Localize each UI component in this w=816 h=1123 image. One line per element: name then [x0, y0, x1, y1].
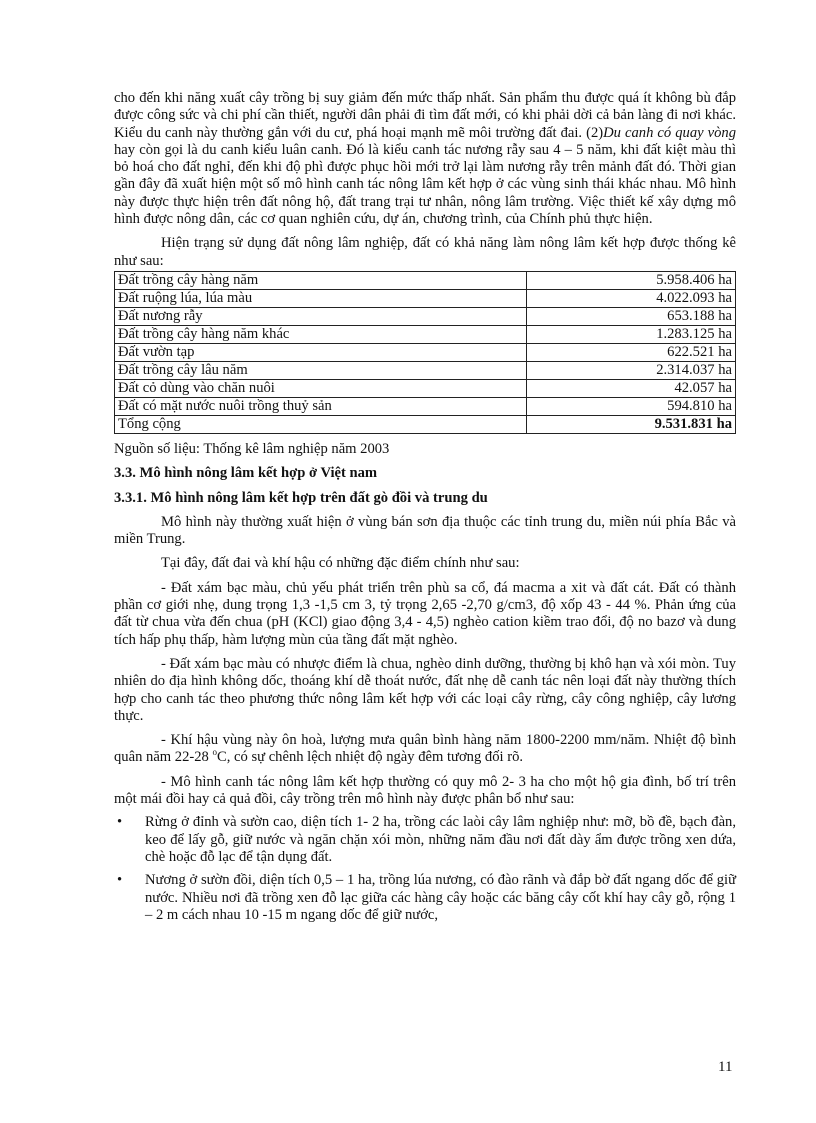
- list-item: [114, 814, 736, 866]
- list-item: [114, 872, 736, 924]
- row-value: 2.314.037 ha: [527, 361, 736, 379]
- italic-term: Du canh có quay vòng: [603, 124, 736, 141]
- row-label: Đất trồng cây hàng năm: [115, 271, 527, 289]
- row-value: 4.022.093 ha: [527, 289, 736, 307]
- row-value: 5.958.406 ha: [527, 271, 736, 289]
- row-label: Đất trồng cây hàng năm khác: [115, 325, 527, 343]
- paragraph-soil-weakness: - Đất xám bạc màu có nhược điểm là chua, nghèo dinh dưỡng, thường bị khô hạn và xói mòn. Tuy nhiên do địa hình không dốc, thoáng khí dễ thoát nước, đất nhẹ dễ canh tác nên loại đất này thường thích hợp cho canh tác theo phương thức nông lâm kết hợp với các loại cây rừng, cây công nghiệp, cây lương thực.: [114, 655, 736, 724]
- page-number: 11: [718, 1059, 733, 1075]
- total-value: 9.531.831 ha: [527, 415, 736, 433]
- row-value: 653.188 ha: [527, 307, 736, 325]
- row-label: Đất trồng cây lâu năm: [115, 361, 527, 379]
- paragraph-text: - Khí hậu vùng này ôn hoà, lượng mưa quân bình hàng năm 1800-2200 mm/năm. Nhiệt độ bình quân năm 22-28: [114, 732, 736, 766]
- row-value: 622.521 ha: [527, 343, 736, 361]
- land-use-table: [114, 271, 736, 434]
- paragraph-text: C, có sự chênh lệch nhiệt độ ngày đêm tương đối rõ.: [217, 749, 524, 766]
- bullet-icon: •: [117, 872, 123, 889]
- list-item-text: Rừng ở đỉnh và sườn cao, diện tích 1- 2 ha, trồng các laòi cây lâm nghiệp như: mỡ, bồ đề, bạch đàn, keo để lấy gỗ, giữ nước và ngăn chặn xói mòn, những năm đầu nơi đất dày ẩm được trồng xen dứa, chè hoặc đỗ lạc để tận dụng đất.: [145, 814, 736, 865]
- table-row: [115, 343, 736, 361]
- source-note: Nguồn số liệu: Thống kê lâm nghiệp năm 2003: [114, 440, 390, 457]
- bullet-list: [114, 814, 736, 924]
- row-label: Đất ruộng lúa, lúa màu: [115, 289, 527, 307]
- table-row: [115, 271, 736, 289]
- row-label: Đất cỏ dùng vào chăn nuôi: [115, 379, 527, 397]
- degree-superscript: o: [212, 747, 217, 758]
- section-heading-3-3-1: 3.3.1. Mô hình nông lâm kết hợp trên đất gò đồi và trung du: [114, 489, 488, 506]
- paragraph-text: cho đến khi năng xuất cây trồng bị suy giảm đến mức thấp nhất. Sản phẩm thu được quá ít không bù đắp được công sức và chi phí cần thiết, người dân phải đi tìm đất mới, có khi phải dời cả bản làng đi nơi khác. Kiểu du canh này thường gắn với du cư, phá hoại mạnh mẽ môi trường đất đai. (2): [114, 90, 736, 141]
- row-value: 594.810 ha: [527, 397, 736, 415]
- row-label: Đất nương rẫy: [115, 307, 527, 325]
- paragraph-table-intro: Hiện trạng sử dụng đất nông lâm nghiệp, đất có khả năng làm nông lâm kết hợp được thống kê như sau:: [114, 235, 736, 269]
- paragraph-text: hay còn gọi là du canh kiểu luân canh. Đó là kiểu canh tác nương rẫy sau 4 – 5 năm, khi đất kiệt màu thì bỏ hoá cho đất nghỉ, đến khi độ phì được phục hồi mới trở lại làm nương rẫy trên mảnh đất đó. Thời gian gần đây đã xuất hiện một số mô hình canh tác nông lâm kết hợp ở các vùng sinh thái khác nhau. Mô hình này được thực hiện trên đất nông hộ, đất trang trại tư nhân, nông lâm trường. Việc thiết kế xây dựng mô hình được nông dân, các cơ quan nghiên cứu, dự án, chương trình, của Chính phủ thực hiện.: [114, 141, 736, 228]
- table-total-row: [115, 415, 736, 433]
- paragraph-region: Mô hình này thường xuất hiện ở vùng bán sơn địa thuộc các tỉnh trung du, miền núi phía Bắc và miền Trung.: [114, 513, 736, 548]
- row-label: Đất vườn tạp: [115, 343, 527, 361]
- table-row: [115, 397, 736, 415]
- paragraph-climate: [114, 732, 736, 767]
- table-row: [115, 289, 736, 307]
- table-row: [115, 361, 736, 379]
- paragraph-model: - Mô hình canh tác nông lâm kết hợp thường có quy mô 2- 3 ha cho một hộ gia đình, bố trí trên một mái đồi hay cả quả đồi, cây trồng trên mô hình này được phân bổ như sau:: [114, 773, 736, 808]
- document-page: [114, 90, 736, 930]
- table-row: [115, 325, 736, 343]
- paragraph-soil: - Đất xám bạc màu, chủ yếu phát triển trên phù sa cổ, đá macma a xit và đất cát. Đất có thành phần cơ giới nhẹ, dung trọng 1,3 -1,5 cm 3, tỷ trọng 2,65 -2,70 g/cm3, độ xốp 43 - 44 %. Phản ứng của đất từ chua vừa đến chua (pH (KCl) giao động 3,4 - 4,5) nghèo cation kiềm trao đổi, độ no bazơ và dung tích hấp phụ thấp, hàm lượng mùn của tầng đất mặt nghèo.: [114, 579, 736, 648]
- table-row: [115, 379, 736, 397]
- bullet-icon: •: [117, 814, 123, 831]
- list-item-text: Nương ở sườn đồi, diện tích 0,5 – 1 ha, trồng lúa nương, có đào rãnh và đắp bờ đất ngang dốc để giữ nước. Nhiều nơi đã trồng xen đỗ lạc giữa các hàng cây hoặc các băng cây cốt khí hay cây gỗ, rộng 1 – 2 m cách nhau 10 -15 m ngang dốc để giữ nước,: [145, 872, 736, 923]
- row-value: 1.283.125 ha: [527, 325, 736, 343]
- section-heading-3-3: 3.3. Mô hình nông lâm kết hợp ở Việt nam: [114, 465, 378, 482]
- paragraph-intro: [114, 90, 736, 228]
- row-label: Đất có mặt nước nuôi trồng thuỷ sản: [115, 397, 527, 415]
- row-value: 42.057 ha: [527, 379, 736, 397]
- paragraph-features: Tại đây, đất đai và khí hậu có những đặc điểm chính như sau:: [161, 555, 520, 572]
- total-label: Tổng cộng: [115, 415, 527, 433]
- table-row: [115, 307, 736, 325]
